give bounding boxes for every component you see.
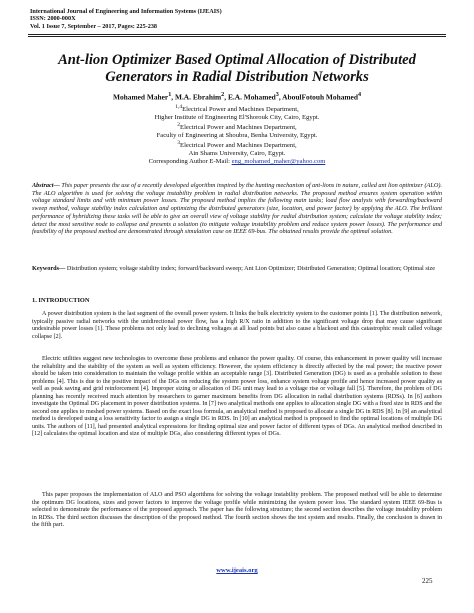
header-rule-2 — [28, 36, 446, 37]
affil-3-sup: 2 — [177, 122, 181, 128]
author-1-sup: 1 — [168, 92, 172, 98]
author-list: Mohamed Maher$^1$, M.A. Ebrahim$^2$, E.A. Mohamed$^3$, AboulFotouh Mohamed$^4$ — [112, 92, 362, 102]
header-rule — [28, 34, 446, 35]
affil-line-5: Electrical Power and Machines Department, — [180, 142, 297, 150]
paragraph-1: A power distribution system is the last segment of the overall power system. It links the bulk electricity system to the customer points [1]. The distribution network, typically passive radial networks with the unidirectional power flow, has a high R/X ratio in addition to the significant voltage drop that may cause significant undesirable power losses [1]. These problems not only lead to declining voltages at all load points but also cause a blackout and this catastrophic result called voltage collapse [2]. — [32, 311, 442, 340]
journal-website-link[interactable]: www.ijeais.org — [216, 567, 258, 574]
affil-line-3: Electrical Power and Machines Department, — [180, 124, 297, 132]
author-1: Mohamed Maher — [112, 92, 169, 102]
paper-title — [36, 52, 438, 86]
email-link[interactable]: eng_mohamed_maher@yahoo.com — [231, 158, 326, 165]
author-4: AboulFotouh Mohamed — [282, 92, 358, 102]
author-2-sup: 2 — [221, 92, 225, 98]
abstract-label: Abstract— — [32, 182, 60, 189]
affil-line-6: Ain Shams University, Cairo, Egypt. — [188, 150, 286, 158]
footer — [0, 567, 474, 574]
author-3: E.A. Mohamed — [227, 92, 276, 102]
author-3-sup: 3 — [275, 92, 279, 98]
title-line-1: Ant-lion Optimizer Based Optimal Allocation of Distributed — [58, 52, 416, 68]
journal-issn: ISSN: 2000-000X — [30, 15, 76, 23]
journal-name: International Journal of Engineering and Information Systems (IJEAIS) — [30, 8, 222, 15]
affil-5-sup: 3 — [177, 140, 181, 146]
affil-1-sup: 1,4 — [175, 104, 183, 110]
journal-header — [30, 8, 450, 30]
abstract-text: This paper presents the use of a recently developed algorithm inspired by the hunting mechanism of ant-lions in nature, called ant lion optimizer (ALO). The ALO algorithm is used for solving the voltage instability problem in radial distribution networks. The proposed method ensures system operation within voltage standard limits and with minimum power losses. The proposed method implies the following main tasks; load flow analysis with forwarding/backward sweep method, voltage stability index calculation and optimizing the distributed generators (size, location, and power factor) by applying the ALO. The brilliant performance of hybridizing these tasks will be able to give an overall view of voltage stability for radial distribution system; calculate the voltage stability index; detect the most sensitive node to collapse and presents a solution (to mitigate voltage instability problem and reduce system power losses). The performance and feasibility of the proposed method are demonstrated through simulation case on IEEE 69-bus. The obtained results provide the optimal solution. — [32, 182, 442, 236]
keywords-text: Distribution system; voltage stability index; forward/backward sweep; Ant Lion Optimizer; Distributed Generation; Optimal location; Optimal size — [65, 265, 436, 272]
author-2: M.A. Ebrahim — [174, 92, 222, 102]
section-heading-introduction: 1. INTRODUCTION — [32, 297, 90, 304]
affil-line-2: Higher Institute of Engineering El'Shorouk City, Cairo, Egypt. — [154, 114, 320, 122]
paragraph-2: Electric utilities suggest new technologies to overcome these problems and enhance the power quality. Of course, this enhancement in power quality will increase the reliability and the stability of the system as well as system efficiency. However, the system efficiency is directly affected by the real power; the reactive power should be taken into consideration to maintain the voltage profile within an acceptable range [3]. Distributed Generation (DG) is used as a probable solution to these problems [4]. This is due to the positive impact of the DGs on reducing the system power loss, enhance system voltage profile and hence increased power quality as well as peak saving and grid reinforcement [4]. Improper sizing or allocation of DG unit may lead to a voltage rise or voltage fall [5]. Therefore, the problem of DG planning has recently received much attention by researchers to garner maximum benefits from DG allocation in radial distribution systems (RDSs). In [6] authors investigate the Optimal DG placement in power distribution systems. In [7] two analytical methods one applies to allocation single DG with a fixed size in RDS and the second one applies to meshed power systems. Based on the exact loss formula, an analytical method is proposed to allocate a single DG in RDS [8]. In [9] an analytical method is developed using a loss sensitivity factor to assign a single DG in RDS. In [10] an analytical method is proposed to find the optimal locations of multiple DG units. The authors of [11], had presented analytical expressions for finding optimal size and power factor of different types of DGs. An analytical method described in [12] calculates the optimal location and size of multiple DGs, also considering different types of DGs. — [32, 356, 442, 438]
author-4-sup: 4 — [357, 92, 362, 98]
keywords — [32, 265, 442, 273]
paragraph-3: This paper proposes the implementation of ALO and PSO algorithms for solving the voltage instability problem. The proposed method will be able to determine the optimum DG locations, sizes and power factors to improve the voltage profile while minimizing the system power loss. The standard system IEEE 69-Bus is selected to demonstrate the performance of the proposed approach. The paper has the following structure; the second section describes the voltage instability problem in RDSs. The third section discusses the description of the proposed method. The fourth section shows the test system and results. Finally, the conclusion is drawn in the fifth part. — [32, 492, 442, 529]
title-line-2: Generators in Radial Distribution Networks — [105, 69, 369, 85]
email-label: Corresponding Author E-Mail: — [148, 158, 230, 165]
affil-line-4: Faculty of Engineering at Shoubra, Benha University, Egypt. — [156, 132, 318, 140]
affil-line-1: Electrical Power and Machines Department, — [182, 106, 299, 114]
abstract — [32, 182, 442, 236]
journal-volume: Vol. 1 Issue 7, September – 2017, Pages: 225-238 — [30, 22, 158, 30]
keywords-label: Keywords— — [32, 265, 66, 272]
affiliations — [60, 104, 414, 166]
page-number: 225 — [422, 577, 433, 585]
